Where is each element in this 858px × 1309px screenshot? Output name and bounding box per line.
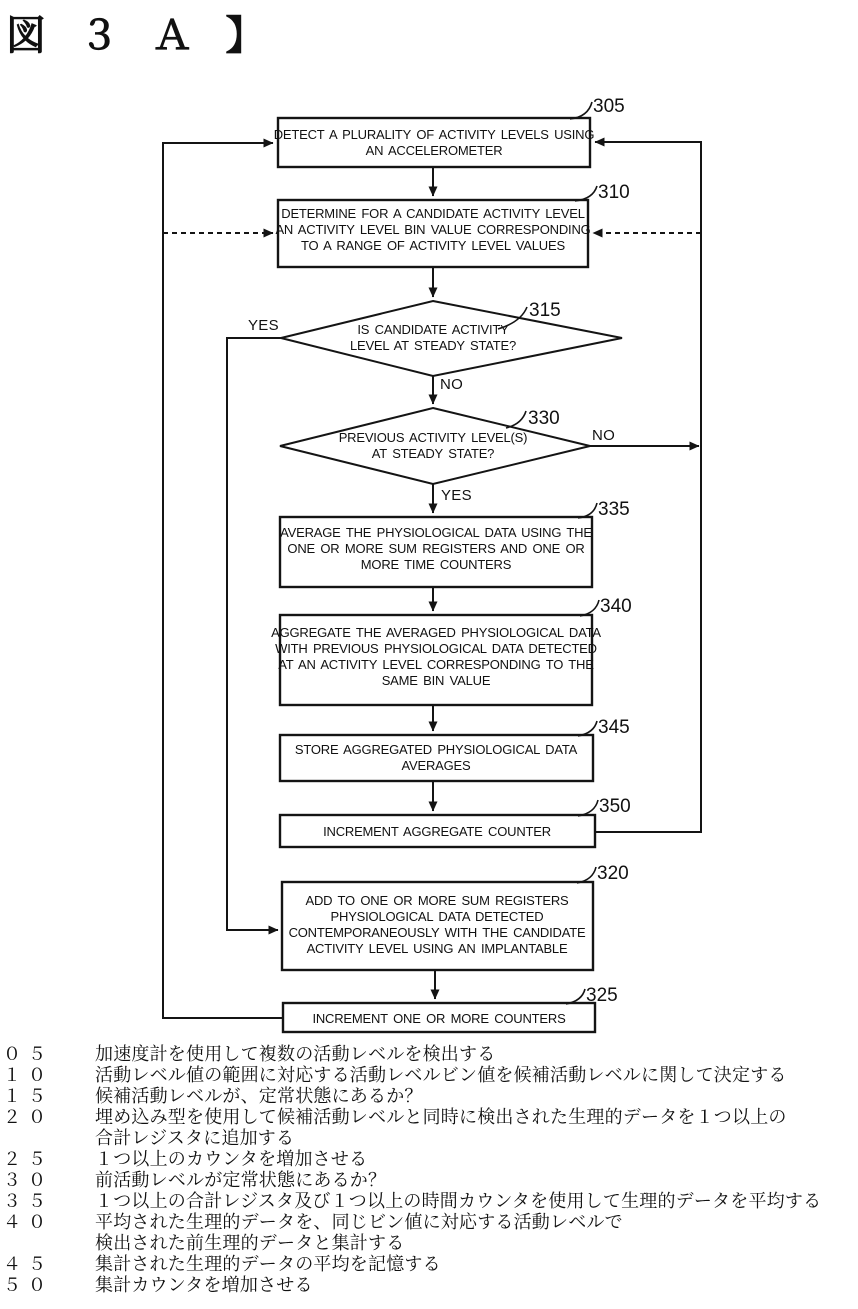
- ref-label-335: 335: [598, 499, 630, 520]
- caption-ref-number: ５０: [3, 1275, 53, 1295]
- caption-ref-number: ２５: [3, 1149, 53, 1169]
- caption-line: [0, 1086, 858, 1107]
- node-305-text: DETECT A PLURALITY OF ACTIVITY LEVELS USING: [273, 127, 595, 142]
- ref-label-330: 330: [528, 408, 560, 429]
- caption-ref-number: [0, 1233, 95, 1254]
- node-315-text: IS CANDIDATE ACTIVITY: [357, 322, 509, 337]
- caption-line: [0, 1044, 858, 1065]
- ref-label-345: 345: [598, 717, 630, 738]
- figure-title: 図 ３ Ａ 】: [6, 14, 277, 58]
- caption-text: 候補活動レベルが、定常状態にあるか？: [95, 1086, 423, 1106]
- caption-text: 集計された生理的データの平均を記憶する: [95, 1254, 441, 1274]
- caption-ref-number: ３５: [3, 1191, 53, 1211]
- ref-leader-350: [578, 800, 598, 816]
- caption-line: [0, 1107, 858, 1128]
- node-320-text: ACTIVITY LEVEL USING AN IMPLANTABLE: [306, 941, 568, 956]
- node-330-text: PREVIOUS ACTIVITY LEVEL(S): [338, 430, 528, 445]
- caption-ref-number: ２０: [3, 1107, 53, 1127]
- node-335-text: ONE OR MORE SUM REGISTERS AND ONE OR: [287, 541, 585, 556]
- branch-label-yes-330: YES: [441, 487, 472, 504]
- caption-line: [0, 1254, 858, 1275]
- ref-label-305: 305: [593, 96, 625, 117]
- caption-text: 検出された前生理的データと集計する: [95, 1233, 405, 1253]
- caption-text: 活動レベル値の範囲に対応する活動レベルビン値を候補活動レベルに関して決定する: [95, 1065, 787, 1085]
- node-320-text: ADD TO ONE OR MORE SUM REGISTERS: [305, 893, 569, 908]
- caption-text: 前活動レベルが定常状態にあるか？: [95, 1170, 387, 1190]
- caption-ref-number: ４０: [3, 1212, 53, 1232]
- caption-text: 平均された生理的データを、同じビン値に対応する活動レベルで: [95, 1212, 623, 1232]
- ref-label-320: 320: [597, 863, 629, 884]
- caption-line: [0, 1275, 858, 1296]
- node-335-text: MORE TIME COUNTERS: [360, 557, 512, 572]
- caption-ref-number: ４５: [3, 1254, 53, 1274]
- ref-leader-320: [577, 867, 596, 883]
- caption-ref-number: ３０: [3, 1170, 53, 1190]
- node-345-text: AVERAGES: [401, 758, 471, 773]
- node-320-text: CONTEMPORANEOUSLY WITH THE CANDIDATE: [288, 925, 586, 940]
- caption-ref-number: １０: [3, 1065, 53, 1085]
- node-320-text: PHYSIOLOGICAL DATA DETECTED: [330, 909, 544, 924]
- caption-text: １つ以上のカウンタを増加させる: [95, 1149, 368, 1169]
- node-340-text: AGGREGATE THE AVERAGED PHYSIOLOGICAL DATA: [271, 625, 601, 640]
- node-340-text: SAME BIN VALUE: [381, 673, 491, 688]
- node-310-text: TO A RANGE OF ACTIVITY LEVEL VALUES: [301, 238, 565, 253]
- ref-label-315: 315: [529, 300, 561, 321]
- node-345-text: STORE AGGREGATED PHYSIOLOGICAL DATA: [294, 742, 578, 757]
- branch-label-yes-315: YES: [248, 317, 279, 334]
- node-310-text: DETERMINE FOR A CANDIDATE ACTIVITY LEVEL: [281, 206, 585, 221]
- node-310-text: AN ACTIVITY LEVEL BIN VALUE CORRESPONDING: [275, 222, 591, 237]
- caption-line: [0, 1065, 858, 1086]
- edge-325-loop-left: [163, 143, 283, 1018]
- caption-text: １つ以上の合計レジスタ及び１つ以上の時間カウンタを使用して生理的データを平均する: [95, 1191, 822, 1211]
- branch-label-no-315: NO: [440, 376, 464, 393]
- node-315-text: LEVEL AT STEADY STATE?: [349, 338, 517, 353]
- node-335-text: AVERAGE THE PHYSIOLOGICAL DATA USING THE: [280, 525, 592, 540]
- node-340-text: WITH PREVIOUS PHYSIOLOGICAL DATA DETECTED: [275, 641, 597, 656]
- caption-ref-number: １５: [3, 1086, 53, 1106]
- branch-label-no-330: NO: [592, 427, 616, 444]
- caption-line: [0, 1170, 858, 1191]
- ref-label-325: 325: [586, 985, 618, 1006]
- ref-leader-345: [578, 721, 597, 736]
- ref-leader-310: [575, 186, 597, 201]
- caption-ref-number: ０５: [3, 1044, 53, 1064]
- caption-text: 加速度計を使用して複数の活動レベルを検出する: [95, 1044, 496, 1064]
- node-330-text: AT STEADY STATE?: [371, 446, 495, 461]
- node-350-text: INCREMENT AGGREGATE COUNTER: [323, 824, 551, 839]
- caption-text: 集計カウンタを増加させる: [95, 1275, 313, 1295]
- ref-label-310: 310: [598, 182, 630, 203]
- node-325-text: INCREMENT ONE OR MORE COUNTERS: [312, 1011, 566, 1026]
- ref-leader-340: [580, 600, 599, 616]
- caption-line: [0, 1191, 858, 1212]
- node-305-text: AN ACCELEROMETER: [365, 143, 503, 158]
- caption-list: [0, 1044, 858, 1296]
- ref-leader-305: [570, 102, 592, 119]
- ref-leader-335: [578, 503, 597, 518]
- caption-ref-number: [0, 1128, 95, 1149]
- caption-text: 合計レジスタに追加する: [95, 1128, 295, 1148]
- node-340-text: AT AN ACTIVITY LEVEL CORRESPONDING TO THE: [278, 657, 594, 672]
- ref-label-340: 340: [600, 596, 632, 617]
- ref-label-350: 350: [599, 796, 631, 817]
- caption-line: [0, 1212, 858, 1233]
- ref-leader-325: [566, 989, 585, 1004]
- caption-text: 埋め込み型を使用して候補活動レベルと同時に検出された生理的データを１つ以上の: [95, 1107, 787, 1127]
- caption-line: [0, 1128, 858, 1149]
- caption-line: [0, 1233, 858, 1254]
- caption-line: [0, 1149, 858, 1170]
